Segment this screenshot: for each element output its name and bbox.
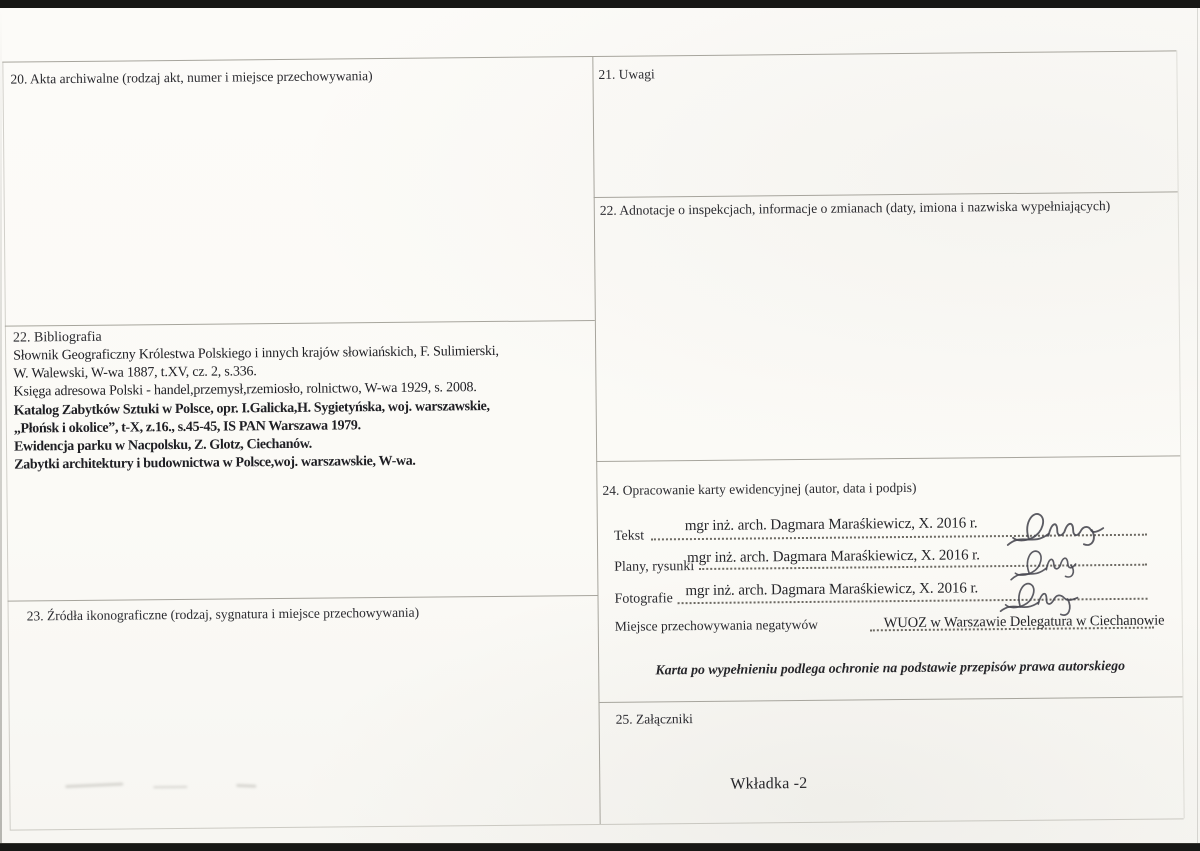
copyright-notice: Karta po wypełnieniu podlega ochronie na podstawie przepisów prawa autorskiego [655,657,1126,678]
section-label-zrodla-ikonograficzne: 23. Źródła ikonograficzne (rodzaj, sygnatura i miejsce przechowywania) [26,604,420,624]
divider-akta-bibliografia [5,320,595,327]
paper-left-edge-shadow [0,8,2,844]
divider-opracowanie-zalaczniki [599,696,1183,703]
section-label-akta-archiwalne: 20. Akta archiwalne (rodzaj akt, numer i miejsce przechowywania) [10,68,373,87]
table-left-border [2,62,10,830]
section-label-uwagi: 21. Uwagi [598,66,655,82]
table-bottom-border [10,818,1184,830]
table-right-border [1176,50,1184,818]
field-label-plany-rysunki: Plany, rysunki [614,559,695,575]
paper-right-edge-shadow [1197,8,1198,844]
bibliography-entry: Księga adresowa Polski - handel,przemysł,rzemiosło, rolnictwo, W-wa 1929, s. 2008. [13,380,477,400]
bibliography-entry: W. Walewski, W-wa 1887, t.XV, cz. 2, s.336. [13,364,257,382]
table-top-border [2,50,1176,62]
bibliography-entry: Ewidencja parku w Nacpolsku, Z. Glotz, Ciechanów. [13,436,312,455]
field-value-miejsce-negatywow: WUOZ w Warszawie Delegatura w Ciechanowie [883,612,1165,632]
bibliography-entry: Zabytki architektury i budownictwa w Polsce,woj. warszawskie, W-wa. [14,453,416,473]
form-sheet [0,8,1200,844]
section-label-zalaczniki: 25. Załączniki [615,711,693,727]
bibliography-entry: Katalog Zabytków Sztuki w Polsce, opr. I.Galicka,H. Sygietyńska, woj. warszawskie, [13,398,490,419]
field-value-fotografie: mgr inż. arch. Dagmara Maraśkiewicz, X. 2016 r. [685,580,979,600]
scan-smudge [236,784,256,788]
attachments-value: Wkładka -2 [730,774,808,793]
field-label-tekst: Tekst [613,528,645,544]
scan-smudge [153,786,187,788]
divider-uwagi-adnotacje [594,191,1178,198]
section-label-adnotacje: 22. Adnotacje o inspekcjach, informacje o zmianach (daty, imiona i nazwiska wypełniających) [599,198,1111,218]
field-label-fotografie: Fotografie [614,591,673,607]
card-paper [0,8,1200,844]
bibliography-entries [13,342,592,475]
bibliography-entry: „Płońsk i okolice”, t-X, z.16., s.45-45, IS PAN Warszawa 1979. [13,418,361,437]
scan-smudge [65,783,123,789]
field-label-miejsce-negatywow: Miejsce przechowywania negatywów [614,616,819,634]
divider-bibliografia-zrodla [8,595,598,602]
bibliography-entry: Słownik Geograficzny Królestwa Polskiego i innych krajów słowiańskich, F. Sulimierski, [13,343,499,364]
scan-bottom-edge [0,843,1200,851]
column-divider [592,56,600,824]
field-value-plany-rysunki: mgr inż. arch. Dagmara Maraśkiewicz, X. 2016 r. [687,547,980,567]
divider-adnotacje-opracowanie [596,455,1180,462]
field-value-tekst: mgr inż. arch. Dagmara Maraśkiewicz, X. 2016 r. [684,515,978,535]
section-label-opracowanie-karty: 24. Opracowanie karty ewidencyjnej (autor, data i podpis) [602,479,917,498]
section-label-bibliografia: 22. Bibliografia [12,329,102,346]
